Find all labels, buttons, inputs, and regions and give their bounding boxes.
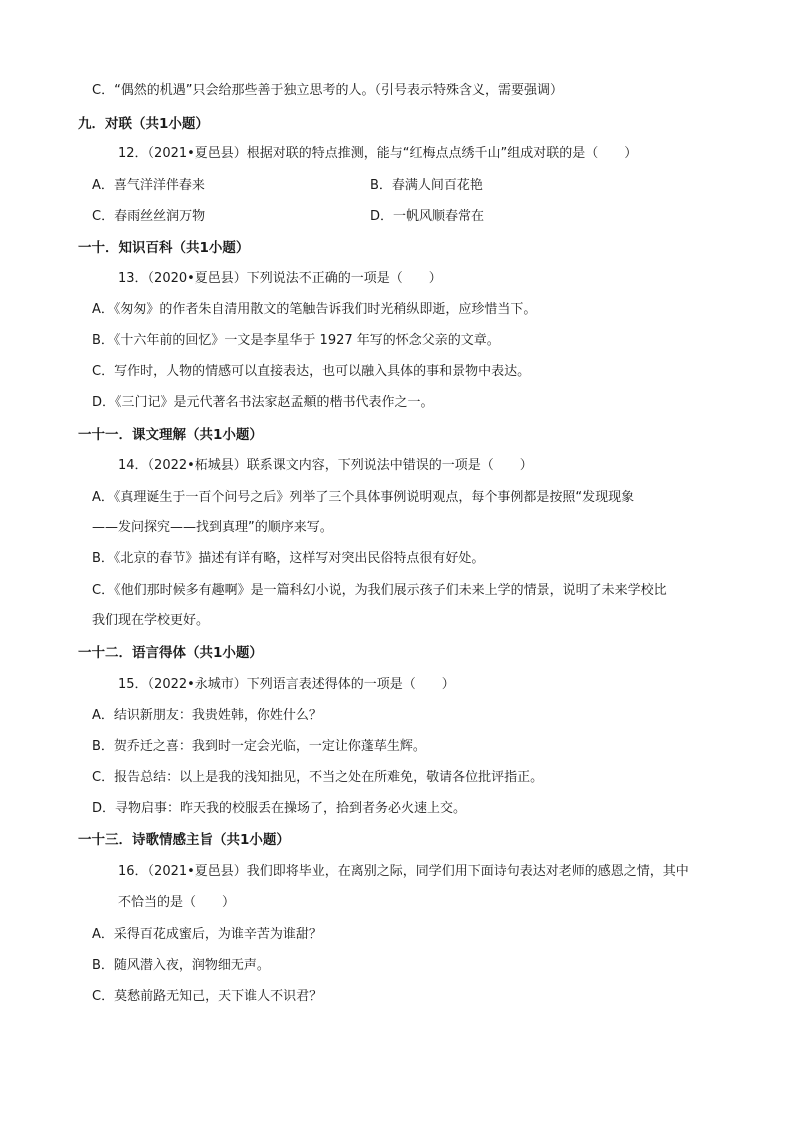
q14-option-c: C．《他们那时候多有趣啊》是一篇科幻小说，为我们展示孩子们未来上学的情景，说明了未来学校比 bbox=[92, 583, 667, 598]
q15-option-b: B．贺乔迁之喜：我到时一定会光临，一定让你蓬荜生辉。 bbox=[92, 739, 426, 754]
q12-option-a: A．喜气洋洋伴春来 bbox=[92, 178, 205, 193]
q13-option-c: C．写作时，人物的情感可以直接表达，也可以融入具体的事和景物中表达。 bbox=[92, 364, 531, 379]
q12-option-d: D．一帆风顺春常在 bbox=[370, 209, 485, 224]
question-15: 15．（2022•永城市）下列语言表述得体的一项是（ ） bbox=[118, 677, 455, 692]
q16-option-c: C．莫愁前路无知己，天下谁人不识君？ bbox=[92, 989, 323, 1004]
section-heading-13: 一十三．诗歌情感主旨（共1小题） bbox=[78, 832, 290, 848]
question-13: 13．（2020•夏邑县）下列说法不正确的一项是（ ） bbox=[118, 271, 442, 286]
q14-option-b: B．《北京的春节》描述有详有略，这样写对突出民俗特点很有好处。 bbox=[92, 551, 485, 566]
q14-option-a-continued: ——发问探究——找到真理”的顺序来写。 bbox=[92, 520, 333, 535]
q13-option-a: A．《匆匆》的作者朱自清用散文的笔触告诉我们时光稍纵即逝，应珍惜当下。 bbox=[92, 302, 537, 317]
q14-option-a: A．《真理诞生于一百个问号之后》列举了三个具体事例说明观点，每个事例都是按照“发现现象 bbox=[92, 490, 635, 505]
q15-option-a: A．结识新朋友：我贵姓韩，你姓什么？ bbox=[92, 708, 322, 723]
q14-option-c-continued: 我们现在学校更好。 bbox=[92, 613, 210, 628]
question-16: 16．（2021•夏邑县）我们即将毕业，在离别之际，同学们用下面诗句表达对老师的感恩之情，其中 bbox=[118, 864, 689, 879]
question-14: 14．（2022•柘城县）联系课文内容，下列说法中错误的一项是（ ） bbox=[118, 458, 533, 473]
option-c-previous: C．“偶然的机遇”只会给那些善于独立思考的人。（引号表示特殊含义，需要强调） bbox=[92, 83, 564, 98]
question-12: 12．（2021•夏邑县）根据对联的特点推测，能与“红梅点点绣千山”组成对联的是（ ） bbox=[118, 146, 638, 161]
section-heading-11: 一十一．课文理解（共1小题） bbox=[78, 427, 263, 443]
q12-option-c: C．春雨丝丝润万物 bbox=[92, 209, 206, 224]
q16-option-a: A．采得百花成蜜后，为谁辛苦为谁甜？ bbox=[92, 927, 322, 942]
q12-option-b: B．春满人间百花艳 bbox=[370, 178, 483, 193]
q15-option-c: C．报告总结：以上是我的浅知拙见，不当之处在所难免，敬请各位批评指正。 bbox=[92, 770, 544, 785]
section-heading-10: 一十．知识百科（共1小题） bbox=[78, 240, 250, 256]
section-heading-12: 一十二．语言得体（共1小题） bbox=[78, 645, 263, 661]
q16-option-b: B．随风潜入夜，润物细无声。 bbox=[92, 958, 270, 973]
section-heading-9: 九．对联（共1小题） bbox=[78, 116, 209, 132]
question-16-continued: 不恰当的是（ ） bbox=[118, 895, 236, 910]
q13-option-b: B．《十六年前的回忆》一文是李星华于 1927 年写的怀念父亲的文章。 bbox=[92, 333, 500, 348]
q15-option-d: D．寻物启事：昨天我的校服丢在操场了，拾到者务必火速上交。 bbox=[92, 801, 467, 816]
q13-option-d: D．《三门记》是元代著名书法家赵孟頫的楷书代表作之一。 bbox=[92, 395, 434, 410]
